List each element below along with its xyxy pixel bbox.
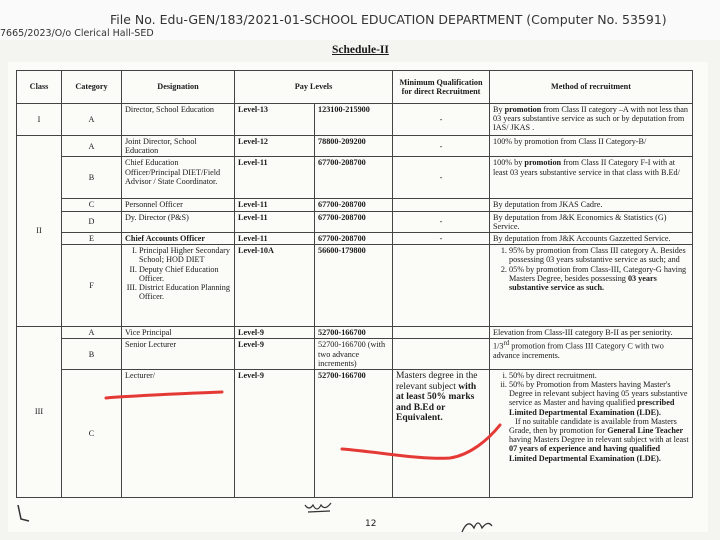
designation-cell: Vice Principal (122, 327, 235, 339)
red-underline-mark (106, 392, 222, 398)
qualification-emphasis: with at least 50% marks and B.Ed or Equivalent. (396, 381, 477, 424)
level-cell: Level-11 (235, 199, 315, 211)
pay-cell: 67700-208700 (315, 157, 393, 199)
qualification-cell: - (393, 211, 490, 232)
pay-cell: 52700-166700 (315, 327, 393, 339)
class-cell: III (17, 327, 62, 498)
method-text: 1/3 (493, 342, 504, 352)
col-method: Method of recruitment (490, 71, 693, 104)
category-cell: B (62, 339, 122, 370)
designation-item: III. District Education Planning Officer. (139, 283, 231, 301)
method-cell: Elevation from Class-III category B-II as per seniority. (490, 327, 693, 339)
method-emphasis: prescribed Limited Departmental Examination (LDE). (509, 398, 675, 417)
method-emphasis: 03 years substantive service as such. (509, 273, 657, 292)
category-cell: F (62, 245, 122, 327)
level-cell: Level-9 (235, 369, 315, 497)
designation-cell: Dy. Director (P&S) (122, 211, 235, 232)
designation-cell: Chief Education Officer/Principal DIET/Field Advisor / State Coordinator. (122, 157, 235, 199)
method-text: 05% by promotion from Class-III, Category-G having Masters Degree, besides possessing (509, 264, 687, 283)
pay-cell: 67700-208700 (315, 211, 393, 232)
qualification-cell: - (393, 136, 490, 157)
category-cell: A (62, 104, 122, 136)
file-sub-line: 7665/2023/O/o Clerical Hall-SED (0, 28, 154, 39)
designation-cell: Lecturer/ (122, 369, 235, 497)
red-underline-mark (342, 425, 500, 458)
method-emphasis: General Line Teacher (607, 426, 684, 435)
method-cell: 100% by promotion from Class II Category-B/ (490, 136, 693, 157)
method-text: If no suitable candidate is available from Masters Grade, then by promotion for (509, 416, 677, 435)
initials-signature (305, 503, 331, 512)
page-number: 12 (365, 519, 377, 529)
class-cell: I (17, 104, 62, 136)
method-emphasis: promotion (524, 158, 562, 168)
pay-cell: 52700-166700 (with two advance increments) (315, 339, 393, 370)
designation-cell: Personnel Officer (122, 199, 235, 211)
level-cell: Level-10A (235, 245, 315, 327)
initials-signature (462, 523, 492, 532)
category-cell: A (62, 327, 122, 339)
level-cell: Level-11 (235, 157, 315, 199)
category-cell: D (62, 211, 122, 232)
method-text: promotion from Class III Category C with two advance increments. (493, 342, 664, 361)
method-superscript: rd (503, 340, 510, 348)
schedule-title: Schedule-II (332, 44, 389, 56)
level-cell: Level-9 (235, 327, 315, 339)
pay-cell: 123100-215900 (315, 104, 393, 136)
col-designation: Designation (122, 71, 235, 104)
margin-mark (18, 505, 29, 521)
col-category: Category (62, 71, 122, 104)
method-cell: By deputation from JKAS Cadre. (490, 199, 693, 211)
pay-cell: 52700-166700 (315, 369, 393, 497)
method-emphasis: promotion (504, 105, 542, 114)
method-item: i. 50% by direct recruitment. (509, 371, 689, 380)
method-text: from Class II Category F-I with at least 03 years substantive service in that class with B.Ed/ (493, 158, 680, 177)
method-cell: By deputation from J&K Accounts Gazzetted Service. (490, 232, 693, 244)
col-class: Class (17, 71, 62, 104)
method-text: from Class II category –A with not less than 03 years substantive service as such or by deputation from IAS/ JKAS . (493, 105, 688, 133)
qualification-cell: - (393, 157, 490, 199)
designation-cell: Senior Lecturer (122, 339, 235, 370)
category-cell: C (62, 199, 122, 211)
category-cell: B (62, 157, 122, 199)
level-cell: Level-13 (235, 104, 315, 136)
method-item: 1. 95% by promotion from Class III category A. Besides possessing 03 years substantive service as such; and (509, 246, 689, 264)
method-text: 50% by Promotion from Masters having Master's Degree in relevant subject having 05 years substantive service as Master and having qualified (509, 380, 688, 408)
designation-item: II. Deputy Chief Education Officer. (139, 265, 231, 283)
level-cell: Level-11 (235, 211, 315, 232)
col-pay-levels: Pay Levels (235, 71, 393, 104)
designation-item: I. Principal Higher Secondary School; HOD DIET (139, 246, 231, 264)
class-cell: II (17, 136, 62, 327)
qualification-text: Masters degree in the relevant subject (396, 370, 478, 392)
method-cell: By deputation from J&K Economics & Statistics (G) Service. (490, 211, 693, 232)
qualification-cell: - (393, 232, 490, 244)
category-cell: C (62, 369, 122, 497)
pay-cell: 67700-208700 (315, 232, 393, 244)
method-text: By (493, 105, 505, 114)
level-cell: Level-12 (235, 136, 315, 157)
method-text: having Masters Degree in relevant subject with at least (509, 435, 689, 445)
qualification-cell: - (393, 104, 490, 136)
method-text: 100% by (493, 158, 525, 168)
designation-cell: Joint Director, School Education (122, 136, 235, 157)
pay-cell: 67700-208700 (315, 199, 393, 211)
pay-cell: 56600-179800 (315, 245, 393, 327)
designation-cell: Director, School Education (122, 104, 235, 136)
pay-cell: 78800-209200 (315, 136, 393, 157)
method-emphasis: 07 years of experience and having qualified Limited Departmental Examination (LDE). (509, 444, 661, 463)
designation-cell: Chief Accounts Officer (122, 232, 235, 244)
level-cell: Level-11 (235, 232, 315, 244)
level-cell: Level-9 (235, 339, 315, 370)
category-cell: A (62, 136, 122, 157)
category-cell: E (62, 232, 122, 244)
col-qualification: Minimum Qualification for direct Recruitment (393, 71, 490, 104)
file-number-line: File No. Edu-GEN/183/2021-01-SCHOOL EDUCATION DEPARTMENT (Computer No. 53591) (110, 12, 667, 27)
